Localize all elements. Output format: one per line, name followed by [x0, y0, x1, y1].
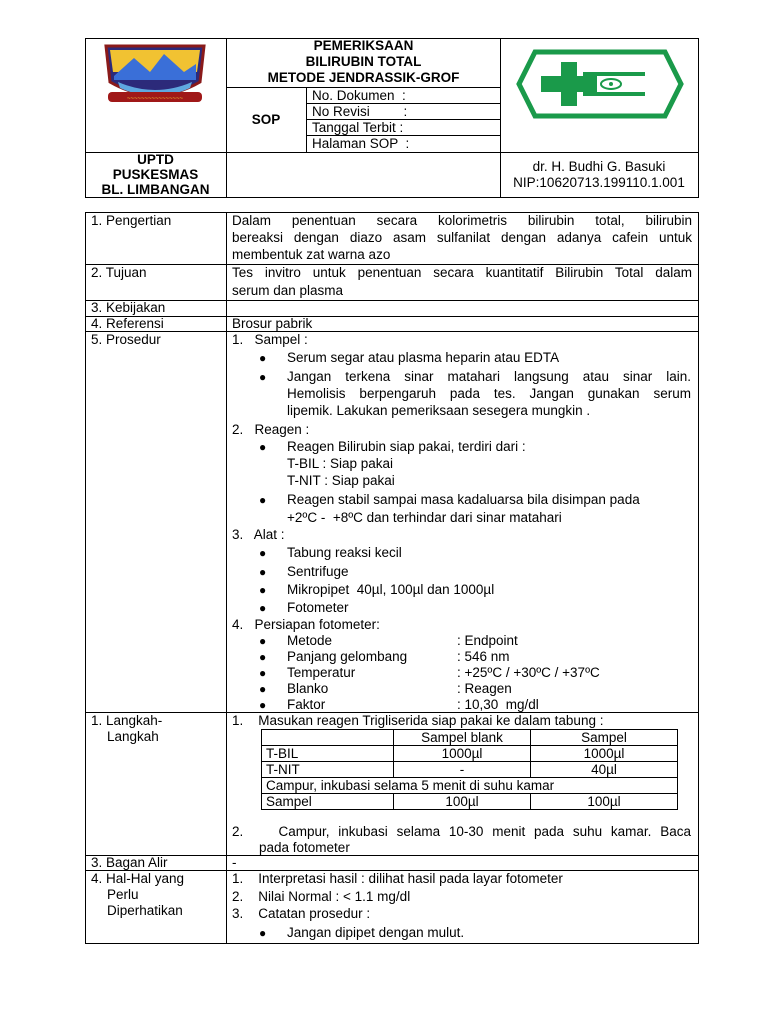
halhal-item-1: 1. Interpretasi hasil : dilihat hasil pada layar fotometer: [232, 871, 563, 886]
table-cell: Sampel: [262, 794, 394, 810]
puskesmas-green-cross-logo: [515, 48, 685, 120]
table-cell: -: [394, 762, 531, 778]
reagen-bullet-2-line-1: Reagen stabil sampai masa kadaluarsa bila disimpan pada: [287, 492, 640, 507]
reagen-heading: 2. Reagen :: [232, 422, 310, 437]
sampel-heading: 1. Sampel :: [232, 332, 308, 347]
bullet-icon: ●: [259, 601, 267, 615]
bullet-icon: ●: [259, 351, 267, 365]
langkah-step-2-line-1: 2. Campur, inkubasi selama 10-30 menit pada suhu kamar. Baca: [232, 824, 691, 839]
langkah-step-1: 1. Masukan reagen Trigliserida siap pakai ke dalam tabung :: [232, 713, 604, 728]
kebijakan-label: 3. Kebijakan: [91, 300, 166, 315]
alat-item-4: Fotometer: [287, 600, 349, 615]
langkah-label-line-1: 1. Langkah-: [91, 713, 163, 728]
fotometer-key-3: Temperatur: [287, 665, 356, 680]
halhal-label-line-2: Perlu: [107, 887, 139, 902]
table-cell: 1000µl: [531, 746, 678, 762]
halhal-item-2: 2. Nilai Normal : < 1.1 mg/dl: [232, 889, 411, 904]
sop-page-field: Halaman SOP :: [312, 136, 410, 151]
pengertian-line-1: Dalam penentuan secara kolorimetris bilirubin total, bilirubin: [232, 213, 692, 228]
langkah-step-2-line-2: pada fotometer: [259, 840, 350, 855]
fotometer-key-4: Blanko: [287, 681, 329, 696]
pengertian-label: 1. Pengertian: [91, 213, 172, 228]
prosedur-label: 5. Prosedur: [91, 332, 161, 347]
table-note-row: [262, 778, 678, 794]
bullet-icon: ●: [259, 370, 267, 384]
fotometer-value-1: : Endpoint: [457, 633, 518, 648]
revision-field: No Revisi :: [312, 104, 408, 119]
bullet-icon: ●: [259, 634, 267, 648]
table-cell: 100µl: [531, 794, 678, 810]
table-cell: 40µl: [531, 762, 678, 778]
svg-text:~~~~~~~~~~~~~~~~: ~~~~~~~~~~~~~~~~: [126, 96, 184, 102]
table-cell: T-BIL: [262, 746, 394, 762]
header-cell: Sampel: [531, 730, 678, 746]
fotometer-heading: 4. Persiapan fotometer:: [232, 617, 380, 632]
header-cell: [262, 730, 394, 746]
bullet-icon: ●: [259, 440, 267, 454]
org-line-1: UPTD: [137, 152, 174, 167]
reagen-bullet-2-line-2: +2ºC - +8ºC dan terhindar dari sinar matahari: [287, 510, 562, 525]
reagen-bullet-1-line-3: T-NIT : Siap pakai: [287, 473, 395, 488]
pengertian-line-3: membentuk zat warna azo: [232, 247, 391, 262]
table-row: [262, 762, 678, 778]
langkah-label-line-2: Langkah: [107, 729, 159, 744]
tujuan-line-2: serum dan plasma: [232, 283, 344, 298]
issue-date-field: Tanggal Terbit :: [312, 120, 404, 135]
fotometer-value-2: : 546 nm: [457, 649, 510, 664]
header-cell: Sampel blank: [394, 730, 531, 746]
reagent-volume-table: [261, 729, 678, 810]
bullet-icon: ●: [259, 666, 267, 680]
bullet-icon: ●: [259, 565, 267, 579]
halhal-item-3: 3. Catatan prosedur :: [232, 906, 371, 921]
bullet-icon: ●: [259, 546, 267, 560]
fotometer-key-2: Panjang gelombang: [287, 649, 408, 664]
sop-title-line-1: PEMERIKSAAN: [313, 38, 414, 53]
halhal-bullet: Jangan dipipet dengan mulut.: [287, 925, 465, 940]
bullet-icon: ●: [259, 682, 267, 696]
referensi-label: 4. Referensi: [91, 316, 164, 331]
sampel-bullet-2-line-1: Jangan terkena sinar matahari langsung atau sinar lain.: [287, 369, 691, 384]
halhal-label-line-1: 4. Hal-Hal yang: [91, 871, 185, 886]
reagen-bullet-1-line-1: Reagen Bilirubin siap pakai, terdiri dari :: [287, 439, 526, 454]
fotometer-key-1: Metode: [287, 633, 333, 648]
pengertian-line-2: bereaksi dengan diazo asam sulfanilat dengan adanya cafein untuk: [232, 230, 692, 245]
fotometer-value-3: : +25ºC / +30ºC / +37ºC: [457, 665, 600, 680]
fotometer-key-5: Faktor: [287, 697, 326, 712]
halhal-label-line-3: Diperhatikan: [107, 903, 183, 918]
sampel-bullet-2-line-3: lipemik. Lakukan pemeriksaan sesegera mungkin .: [287, 403, 591, 418]
table-cell: 100µl: [394, 794, 531, 810]
table-cell: 1000µl: [394, 746, 531, 762]
table-row: [262, 746, 678, 762]
table-cell: T-NIT: [262, 762, 394, 778]
signer-nip: NIP:10620713.199110.1.001: [513, 175, 685, 190]
bullet-icon: ●: [259, 493, 267, 507]
alat-item-1: Tabung reaksi kecil: [287, 545, 402, 560]
table-note: Campur, inkubasi selama 5 menit di suhu kamar: [262, 778, 678, 794]
sop-label: SOP: [251, 112, 281, 127]
tujuan-label: 2. Tujuan: [91, 265, 147, 280]
table-header-row: [262, 730, 678, 746]
bullet-icon: ●: [259, 698, 267, 712]
tujuan-line-1: Tes invitro untuk penentuan secara kuantitatif Bilirubin Total dalam: [232, 265, 692, 280]
signer-name: dr. H. Budhi G. Basuki: [532, 159, 666, 174]
regency-coat-of-arms-logo: [100, 42, 210, 112]
alat-heading: 3. Alat :: [232, 527, 285, 542]
bullet-icon: ●: [259, 583, 267, 597]
fotometer-value-4: : Reagen: [457, 681, 512, 696]
bagan-label: 3. Bagan Alir: [91, 855, 168, 870]
alat-item-3: Mikropipet 40µl, 100µl dan 1000µl: [287, 582, 495, 597]
reagen-bullet-1-line-2: T-BIL : Siap pakai: [287, 456, 394, 471]
fotometer-value-5: : 10,30 mg/dl: [457, 697, 539, 712]
org-line-3: BL. LIMBANGAN: [101, 182, 210, 197]
bagan-text: -: [232, 855, 237, 870]
table-row: [262, 794, 678, 810]
alat-item-2: Sentrifuge: [287, 564, 349, 579]
bullet-icon: ●: [259, 926, 267, 940]
sop-title-line-3: METODE JENDRASSIK-GROF: [267, 70, 460, 85]
bullet-icon: ●: [259, 650, 267, 664]
org-line-2: PUSKESMAS: [112, 167, 199, 182]
sampel-bullet-1: Serum segar atau plasma heparin atau EDTA: [287, 350, 560, 365]
doc-number-field: No. Dokumen :: [312, 88, 406, 103]
sop-title-line-2: BILIRUBIN TOTAL: [305, 54, 422, 69]
sampel-bullet-2-line-2: Hemolisis berpengaruh pada tes. Jangan gunakan serum: [287, 386, 691, 401]
referensi-text: Brosur pabrik: [232, 316, 313, 331]
